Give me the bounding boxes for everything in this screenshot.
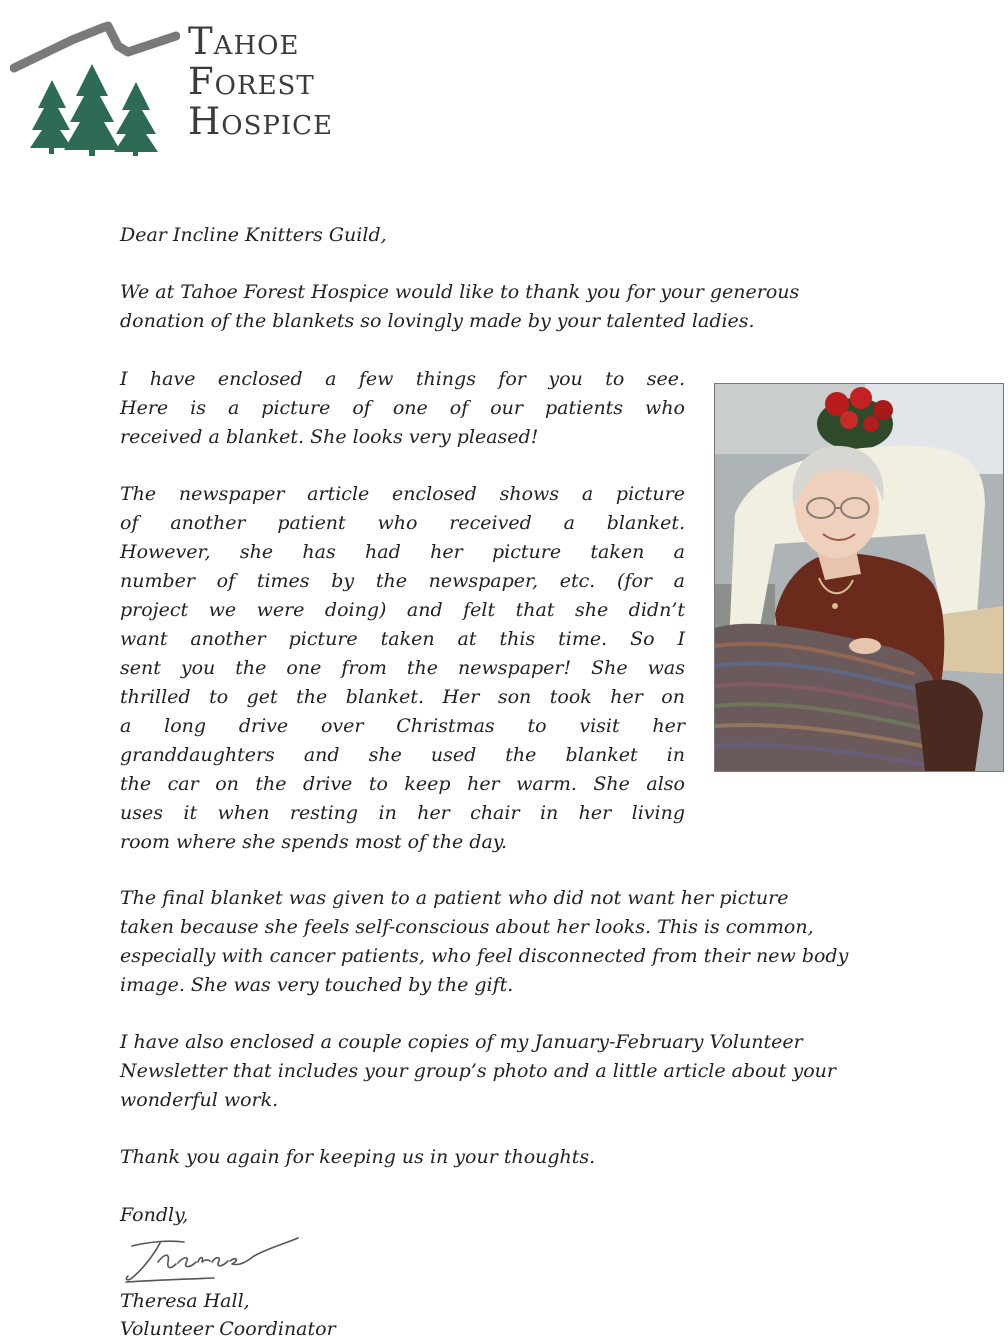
para5-line: wonderful work. (120, 1089, 279, 1111)
para3-line: project we were doing) and felt that she didn’t (120, 599, 685, 621)
para5-line: I have also enclosed a couple copies of my January-February Volunteer (120, 1031, 803, 1053)
para3-line: number of times by the newspaper, etc. (for a (120, 570, 685, 592)
signer-title: Volunteer Coordinator (120, 1318, 336, 1340)
para3-line: the car on the drive to keep her warm. She also (120, 773, 685, 795)
para1-line: We at Tahoe Forest Hospice would like to thank you for your generous (120, 281, 800, 303)
para4-line: especially with cancer patients, who feel disconnected from their new body (120, 945, 849, 967)
para3-line: of another patient who received a blanket. (120, 512, 685, 534)
salutation: Dear Incline Knitters Guild, (120, 224, 387, 246)
hospice-logo-icon (10, 18, 180, 158)
org-name-line1: Tahoe (188, 20, 300, 63)
org-name-line3: Hospice (188, 100, 334, 143)
para4-line: taken because she feels self-conscious about her looks. This is common, (120, 916, 814, 938)
patient-photo (714, 383, 1004, 772)
para1-line: donation of the blankets so lovingly made by your talented ladies. (120, 310, 755, 332)
para2-line: I have enclosed a few things for you to see. (120, 368, 685, 390)
signature-image (118, 1232, 308, 1287)
organization-name (188, 22, 333, 142)
para6-line: Thank you again for keeping us in your thoughts. (120, 1146, 596, 1168)
closing: Fondly, (120, 1204, 189, 1226)
para3-line: want another picture taken at this time. So I (120, 628, 685, 650)
para3-line: thrilled to get the blanket. Her son took her on (120, 686, 685, 708)
para3-line: uses it when resting in her chair in her living (120, 802, 685, 824)
para4-line: The final blanket was given to a patient who did not want her picture (120, 887, 789, 909)
para3-line: granddaughters and she used the blanket in (120, 744, 685, 766)
para5-line: Newsletter that includes your group’s photo and a little article about your (120, 1060, 836, 1082)
para3-line: a long drive over Christmas to visit her (120, 715, 685, 737)
para3-line: sent you the one from the newspaper! She was (120, 657, 685, 679)
para4-line: image. She was very touched by the gift. (120, 974, 514, 996)
para3-line: room where she spends most of the day. (120, 831, 508, 853)
letterhead (10, 18, 390, 158)
signer-name: Theresa Hall, (120, 1290, 250, 1312)
para3-line: The newspaper article enclosed shows a picture (120, 483, 685, 505)
para2-line: received a blanket. She looks very pleased! (120, 426, 539, 448)
patient-photo-illustration-icon (715, 384, 1003, 771)
para3-line: However, she has had her picture taken a (120, 541, 685, 563)
para2-line: Here is a picture of one of our patients who (120, 397, 685, 419)
org-name-line2: Forest (188, 60, 315, 103)
